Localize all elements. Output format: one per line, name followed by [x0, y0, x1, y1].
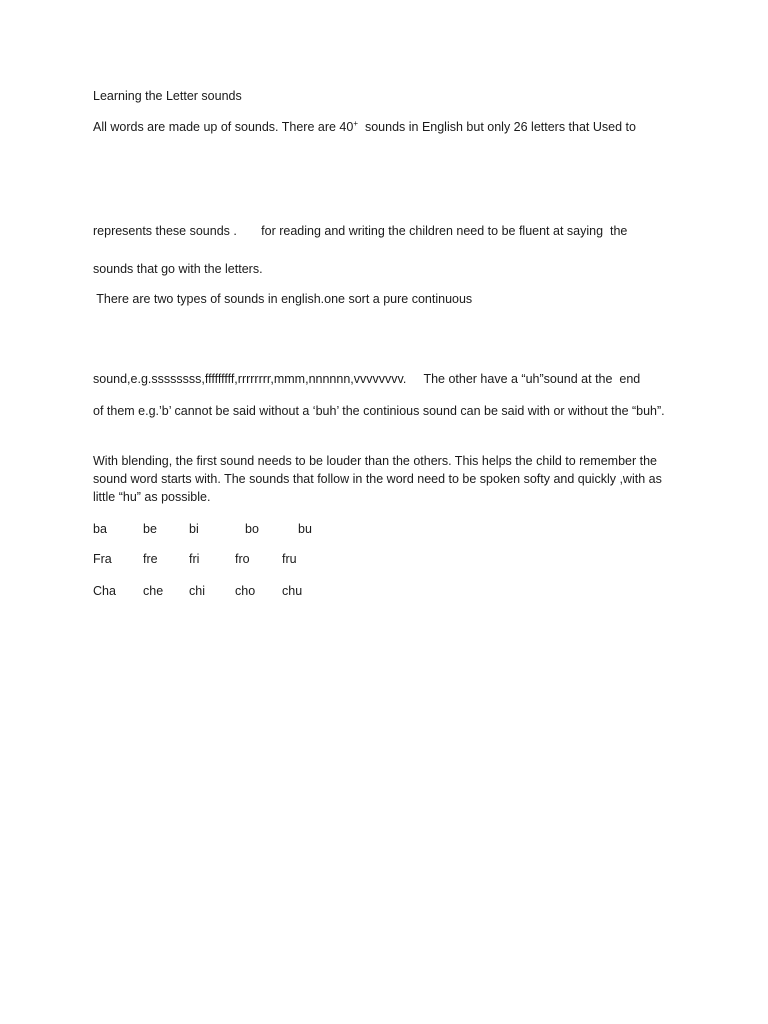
paragraph-line-5: sound,e.g.ssssssss,fffffffff,rrrrrrrr,mmm,nnnnnn,vvvvvvvv. The other have a “uh”sound at the end	[93, 372, 641, 386]
paragraph-line-4: There are two types of sounds in english.one sort a pure continuous	[93, 292, 473, 306]
syllable: ba	[93, 522, 107, 536]
paragraph-line-3: sounds that go with the letters.	[93, 262, 263, 276]
syllable: Fra	[93, 552, 112, 566]
syllable: chi	[189, 584, 205, 598]
syllable: bi	[189, 522, 199, 536]
line1-text: All words are made up of sounds. There are 40	[93, 120, 354, 134]
paragraph-6: of them e.g.’b’ cannot be said without a ‘buh’ the continious sound can be said with or without the “buh”.	[93, 404, 665, 418]
syllable: che	[143, 584, 164, 598]
paragraph-line-2: represents these sounds . for reading and writing the children need to be fluent at saying the	[93, 224, 628, 238]
syllable: be	[143, 522, 157, 536]
syllable: Cha	[93, 584, 116, 598]
superscript-plus: +	[353, 118, 359, 128]
syllable: fro	[235, 552, 250, 566]
syllable-row-fr	[93, 550, 393, 568]
syllable: fri	[189, 552, 200, 566]
paragraph-line-1	[93, 118, 636, 136]
syllable: chu	[282, 584, 303, 598]
paragraph-7: With blending, the first sound needs to be louder than the others. This helps the child to remember the sound word starts with. The sounds that follow in the word need to be spoken softy and quickly ,with as little “hu” as possible.	[93, 454, 662, 504]
syllable-row-ch	[93, 582, 393, 600]
line1-text-end: sounds in English but only 26 letters that Used to	[358, 120, 636, 134]
syllable: fre	[143, 552, 158, 566]
document-title: Learning the Letter sounds	[93, 89, 242, 103]
syllable: bu	[298, 522, 312, 536]
syllable: cho	[235, 584, 256, 598]
syllable: bo	[245, 522, 259, 536]
syllable-row-b	[93, 520, 393, 538]
syllable: fru	[282, 552, 297, 566]
